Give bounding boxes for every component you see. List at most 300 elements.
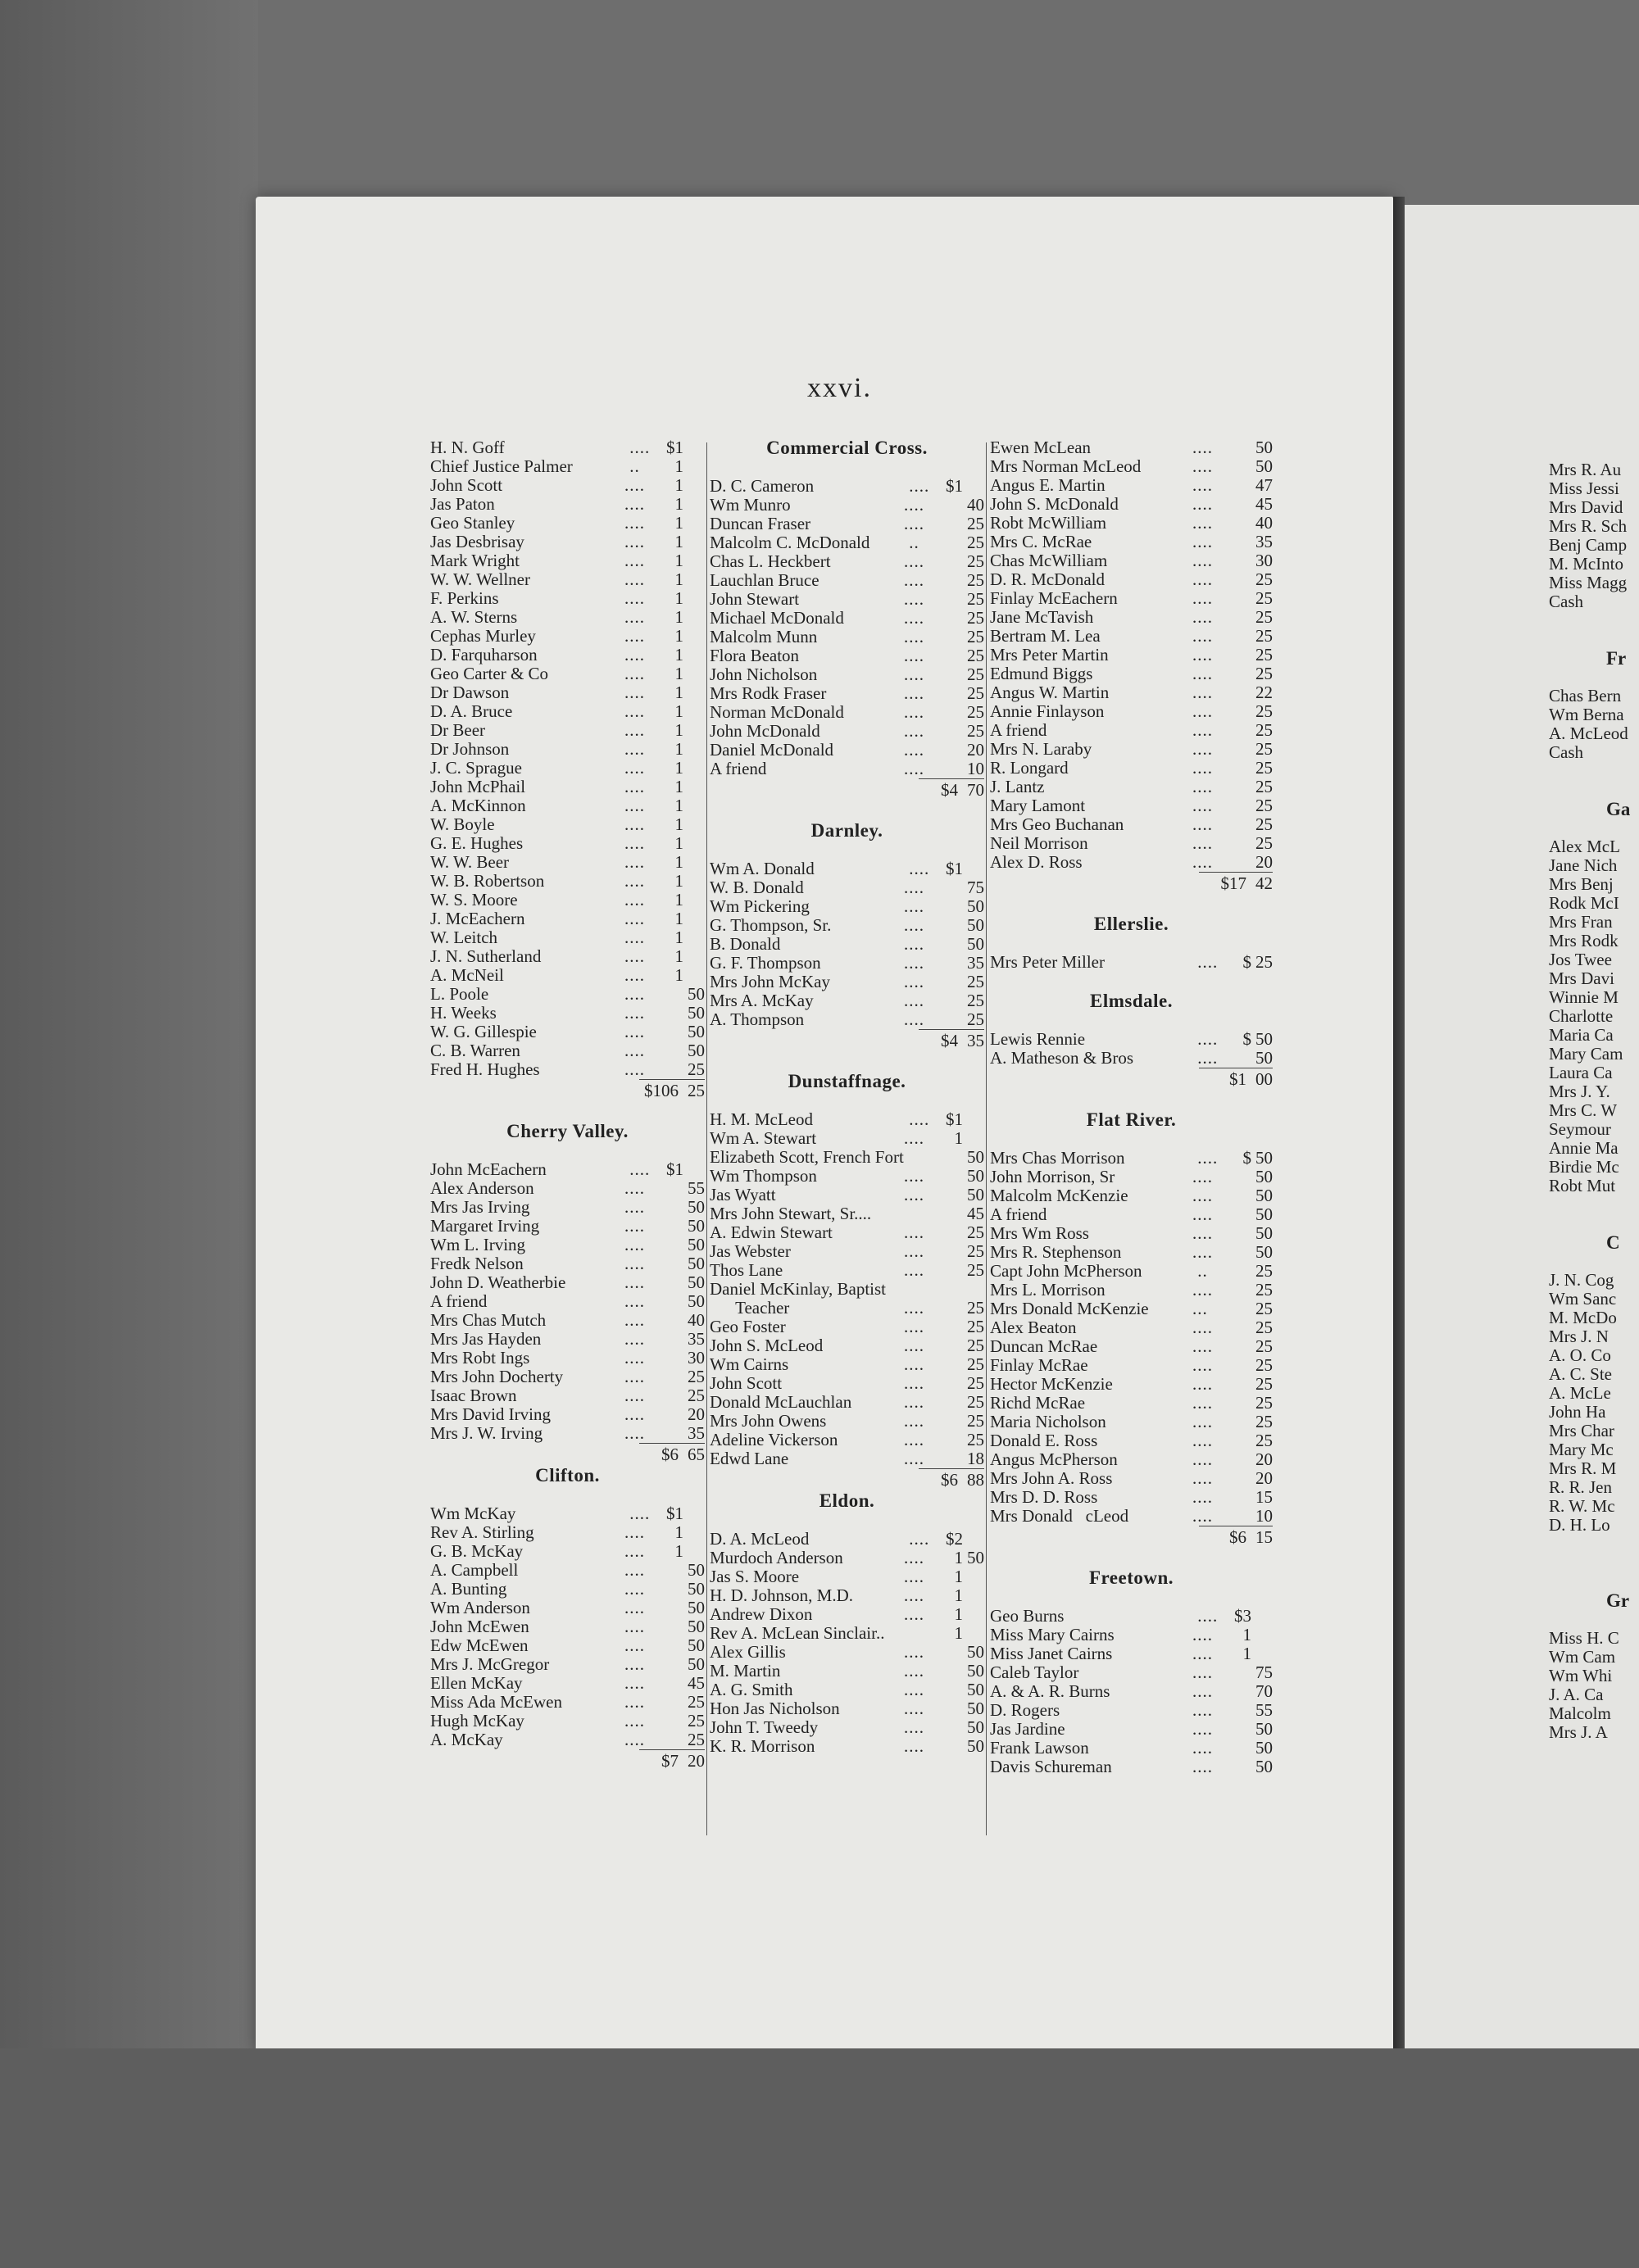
spacer	[1549, 819, 1639, 837]
leader-dots: ....	[624, 588, 645, 608]
amount-cents: 70	[1255, 1681, 1273, 1701]
subscriber-row	[990, 778, 1273, 796]
leader-dots: ....	[624, 1635, 645, 1655]
leader-dots: ....	[904, 570, 924, 590]
leader-dots: ....	[624, 871, 645, 891]
subscriber-name: Geo Stanley	[430, 514, 515, 533]
amount-cents: 50	[1255, 1738, 1273, 1758]
subscriber-name: John Scott	[430, 476, 503, 495]
amount-cents: 25	[967, 1373, 984, 1393]
spacer	[990, 1129, 1273, 1149]
leader-dots: ....	[904, 1699, 924, 1718]
total-cents: 20	[688, 1751, 705, 1771]
subscriber-row	[990, 1030, 1273, 1049]
leader-dots: ....	[904, 721, 924, 741]
leader-dots: ....	[1192, 626, 1213, 646]
amount-cents: 20	[1255, 1449, 1273, 1469]
subscriber-row	[430, 514, 705, 533]
subscriber-row	[990, 1507, 1273, 1526]
subscriber-row	[710, 1699, 984, 1718]
leader-dots: ....	[1192, 551, 1213, 570]
section-heading: Ellerslie.	[1093, 914, 1169, 934]
amount-dollars: 1	[674, 588, 683, 608]
subscriber-name: Adeline Vickerson	[710, 1431, 838, 1449]
subscriber-row	[710, 760, 984, 778]
amount-dollars: 1	[674, 720, 683, 740]
amount-cents: 25	[967, 1336, 984, 1355]
subscriber-row	[710, 646, 984, 665]
facing-section-heading: C	[1606, 1232, 1620, 1253]
amount-cents: 50	[1255, 1048, 1273, 1068]
leader-dots: ....	[624, 1367, 645, 1386]
section-total	[1199, 872, 1273, 895]
subscriber-row	[710, 1605, 984, 1624]
leader-dots: ....	[1192, 852, 1213, 872]
subscriber-row	[990, 815, 1273, 834]
subscriber-name: Frank Lawson	[990, 1739, 1089, 1758]
subscriber-row	[710, 1681, 984, 1699]
subscriber-name: Duncan McRae	[990, 1337, 1098, 1356]
subscriber-row	[990, 476, 1273, 495]
subscriber-name: Mrs Chas Morrison	[990, 1149, 1125, 1168]
leader-dots: ....	[1192, 438, 1213, 457]
amount-cents: 50	[1255, 438, 1273, 457]
facing-subscriber-name: R. R. Jen	[1549, 1477, 1613, 1497]
leader-dots: ....	[904, 1298, 924, 1318]
leader-dots: ....	[904, 953, 924, 973]
subscriber-name: Geo Carter & Co	[430, 665, 549, 683]
amount-dollars: 1	[674, 928, 683, 947]
subscriber-name: Finlay McRae	[990, 1356, 1088, 1375]
amount-dollars: 1	[954, 1128, 963, 1148]
amount-cents: 25	[1255, 952, 1273, 972]
total-cents: 15	[1255, 1527, 1273, 1547]
spacer	[1549, 762, 1639, 781]
facing-subscriber-name: Birdie Mc	[1549, 1157, 1619, 1177]
amount-cents: 25	[1255, 1374, 1273, 1394]
subscriber-name: John Morrison, Sr	[990, 1168, 1115, 1186]
subscriber-name: H. N. Goff	[430, 438, 505, 457]
subscriber-row	[990, 1356, 1273, 1375]
amount-cents: 50	[688, 1579, 705, 1599]
subscriber-name: D. Rogers	[990, 1701, 1060, 1720]
subscriber-row	[990, 608, 1273, 627]
amount-cents: 50	[1255, 1029, 1273, 1049]
subscriber-row	[990, 1149, 1273, 1168]
facing-subscriber-name: Robt Mut	[1549, 1176, 1616, 1195]
subscriber-row	[430, 1730, 705, 1749]
subscriber-row	[990, 1644, 1273, 1663]
subscriber-row	[430, 702, 705, 721]
subscriber-name: Angus E. Martin	[990, 476, 1106, 495]
subscriber-name: John Scott	[710, 1374, 783, 1393]
leader-dots: ....	[624, 1291, 645, 1311]
leader-dots: ....	[1192, 777, 1213, 796]
subscriber-row	[430, 796, 705, 815]
subscriber-row	[710, 1148, 984, 1167]
subscriber-name: D. Farquharson	[430, 646, 538, 665]
amount-cents: 25	[1255, 569, 1273, 589]
subscriber-name: Dr Dawson	[430, 683, 510, 702]
subscriber-row	[710, 1167, 984, 1186]
amount-cents: 25	[967, 683, 984, 703]
spacer	[430, 1141, 705, 1160]
subscriber-row	[990, 570, 1273, 589]
amount-cents: 25	[967, 1298, 984, 1318]
subscriber-row	[990, 1262, 1273, 1281]
leader-dots: ....	[624, 1272, 645, 1292]
facing-subscriber-name: A. McLe	[1549, 1383, 1611, 1403]
amount-cents: 25	[1255, 720, 1273, 740]
leader-dots: ....	[904, 1585, 924, 1605]
facing-subscriber-name: Mary Cam	[1549, 1044, 1623, 1064]
leader-dots: ....	[624, 1254, 645, 1273]
column-rule	[986, 442, 987, 1835]
subscriber-row	[430, 1330, 705, 1349]
subscriber-row	[990, 665, 1273, 683]
subscriber-row	[710, 1299, 984, 1318]
subscriber-row	[710, 1010, 984, 1029]
facing-subscriber-name: Miss Magg	[1549, 573, 1628, 592]
amount-cents: 50	[688, 1235, 705, 1254]
amount-dollars: $2	[946, 1529, 963, 1549]
leader-dots: ....	[624, 720, 645, 740]
amount-dollars: 1	[954, 1623, 963, 1643]
subscriber-row	[990, 1701, 1273, 1720]
subscriber-row	[710, 991, 984, 1010]
subscriber-row	[710, 1662, 984, 1681]
section-total	[639, 1749, 705, 1772]
amount-dollars: $	[1242, 1029, 1251, 1049]
amount-dollars: 1	[1242, 1625, 1251, 1644]
leader-dots: ....	[1192, 814, 1213, 834]
subscriber-row	[710, 722, 984, 741]
amount-cents: 40	[967, 495, 984, 515]
leader-dots: ....	[624, 1159, 651, 1179]
subscriber-row	[430, 909, 705, 928]
spacer	[990, 1549, 1273, 1568]
leader-dots: ....	[624, 569, 645, 589]
amount-cents: 25	[688, 1711, 705, 1730]
subscriber-row	[710, 1530, 984, 1549]
subscriber-name: Norman McDonald	[710, 703, 844, 722]
leader-dots: ....	[904, 1411, 924, 1431]
amount-dollars: 1	[674, 513, 683, 533]
spacer	[1549, 1535, 1639, 1554]
subscriber-row	[710, 665, 984, 684]
amount-cents: 25	[1255, 1336, 1273, 1356]
amount-cents: 50	[1255, 1242, 1273, 1262]
subscriber-row	[710, 1624, 984, 1643]
subscriber-name: Geo Foster	[710, 1318, 786, 1336]
facing-subscriber-name: Annie Ma	[1549, 1138, 1619, 1158]
amount-dollars: $1	[666, 1504, 683, 1523]
leader-dots: ....	[904, 1642, 924, 1662]
subscriber-name: Malcolm C. McDonald	[710, 533, 870, 552]
amount-cents: 25	[688, 1730, 705, 1749]
amount-cents: 50	[688, 1254, 705, 1273]
subscriber-name: John McPhail	[430, 778, 526, 796]
leader-dots: ....	[624, 1022, 645, 1041]
facing-subscriber-name: Rodk McI	[1549, 893, 1619, 913]
subscriber-row	[710, 1318, 984, 1336]
amount-cents: 10	[967, 759, 984, 778]
leader-dots: ....	[904, 859, 930, 878]
amount-cents: 25	[1255, 1431, 1273, 1450]
spacer	[710, 1510, 984, 1530]
leader-dots: ....	[1192, 683, 1213, 702]
subscriber-row	[710, 1261, 984, 1280]
subscriber-row	[430, 1292, 705, 1311]
leader-dots: ....	[1192, 1606, 1219, 1626]
section-heading: Cherry Valley.	[506, 1121, 629, 1141]
subscriber-name: W. B. Robertson	[430, 872, 545, 891]
section-heading: Freetown.	[1088, 1567, 1174, 1588]
subscriber-name: Edw McEwen	[430, 1636, 529, 1655]
subscriber-name: Mrs Norman McLeod	[990, 457, 1142, 476]
amount-cents: 25	[967, 991, 984, 1010]
amount-cents: 35	[1255, 532, 1273, 551]
facing-subscriber-name: Laura Ca	[1549, 1063, 1613, 1082]
facing-subscriber-name: Cash	[1549, 592, 1583, 611]
subscriber-row	[990, 721, 1273, 740]
leader-dots: ....	[1192, 1757, 1213, 1776]
subscriber-name: Jas Desbrisay	[430, 533, 524, 551]
subscriber-name: Rev A. Stirling	[430, 1523, 534, 1542]
spacer	[710, 1091, 984, 1110]
amount-dollars: 1	[674, 796, 683, 815]
facing-subscriber-name: Mrs Char	[1549, 1421, 1614, 1440]
subscriber-row	[990, 1607, 1273, 1626]
subscriber-row	[430, 1060, 705, 1079]
facing-subscriber-name: Jane Nich	[1549, 855, 1618, 875]
subscriber-name: A. Matheson & Bros	[990, 1049, 1133, 1068]
subscriber-name: Jas S. Moore	[710, 1567, 800, 1586]
leader-dots: ....	[904, 476, 930, 496]
subscriber-row	[430, 1160, 705, 1179]
leader-dots: ....	[624, 1711, 645, 1730]
amount-cents: 40	[688, 1310, 705, 1330]
subscriber-name: Chief Justice Palmer	[430, 457, 573, 476]
subscriber-name: Elizabeth Scott, French Fort	[710, 1148, 904, 1167]
subscriber-name: Mrs John Stewart, Sr....	[710, 1204, 872, 1223]
facing-subscriber-name: Mrs R. Sch	[1549, 516, 1628, 536]
subscriber-row	[710, 860, 984, 878]
amount-cents: 50	[688, 1003, 705, 1023]
subscriber-name: Dr Beer	[430, 721, 486, 740]
amount-cents: 20	[967, 740, 984, 760]
subscriber-name: Angus W. Martin	[990, 683, 1110, 702]
subscriber-name: H. D. Johnson, M.D.	[710, 1586, 854, 1605]
leader-dots: ....	[904, 934, 924, 954]
subscriber-name: K. R. Morrison	[710, 1737, 815, 1756]
subscriber-row	[990, 1720, 1273, 1739]
total-dollars: $4	[941, 780, 958, 800]
subscriber-name: Alex Gillis	[710, 1643, 786, 1662]
facing-subscriber-name: Miss H. C	[1549, 1628, 1619, 1648]
facing-subscriber-name: Mrs Davi	[1549, 968, 1614, 988]
leader-dots: ....	[1192, 1204, 1213, 1224]
facing-subscriber-name: Miss Jessi	[1549, 479, 1619, 498]
subscriber-row	[990, 1758, 1273, 1776]
leader-dots: ....	[1192, 1148, 1219, 1168]
subscriber-name: A. McKinnon	[430, 796, 526, 815]
subscriber-row	[990, 740, 1273, 759]
subscriber-name: W. Boyle	[430, 815, 495, 834]
spacer	[430, 1485, 705, 1504]
subscriber-name: Wm A. Donald	[710, 860, 815, 878]
subscriber-row	[430, 1655, 705, 1674]
subscriber-name: Mrs D. D. Ross	[990, 1488, 1098, 1507]
leader-dots: ....	[904, 896, 924, 916]
column-1	[430, 438, 705, 1772]
amount-cents: 50	[1255, 1719, 1273, 1739]
subscriber-name: Lauchlan Bruce	[710, 571, 820, 590]
amount-cents: 25	[1255, 814, 1273, 834]
section-total	[1199, 1526, 1273, 1549]
subscriber-name: Hector McKenzie	[990, 1375, 1113, 1394]
subscriber-name: Jas Paton	[430, 495, 495, 514]
amount-dollars: $3	[1234, 1606, 1251, 1626]
subscriber-row	[430, 1386, 705, 1405]
leader-dots: ....	[624, 1617, 645, 1636]
amount-cents: 50	[1255, 1204, 1273, 1224]
amount-cents: 25	[1255, 701, 1273, 721]
leader-dots: ....	[904, 1680, 924, 1699]
subscriber-name: Jas Jardine	[990, 1720, 1065, 1739]
leader-dots: ....	[1192, 1662, 1213, 1682]
subscriber-row	[430, 815, 705, 834]
amount-cents: 50	[1255, 456, 1273, 476]
amount-cents: 50	[688, 1022, 705, 1041]
amount-dollars: 1	[674, 664, 683, 683]
subscriber-row	[990, 702, 1273, 721]
leader-dots: ....	[1192, 1167, 1213, 1186]
leader-dots: ....	[624, 475, 645, 495]
amount-cents: 25	[967, 1241, 984, 1261]
subscriber-name: Edmund Biggs	[990, 665, 1093, 683]
subscriber-name: Robt McWilliam	[990, 514, 1107, 533]
subscriber-row	[430, 1273, 705, 1292]
subscriber-name: Capt John McPherson	[990, 1262, 1142, 1281]
section-total	[639, 1079, 705, 1102]
subscriber-row	[430, 1617, 705, 1636]
amount-cents: 50	[688, 1635, 705, 1655]
subscriber-row	[430, 1424, 705, 1443]
subscriber-name: Rev A. McLean Sinclair..	[710, 1624, 885, 1643]
facing-subscriber-name: M. McInto	[1549, 554, 1623, 574]
amount-dollars: 1	[674, 532, 683, 551]
amount-dollars: $	[1242, 952, 1251, 972]
subscriber-row	[990, 495, 1273, 514]
subscriber-name: Duncan Fraser	[710, 515, 811, 533]
subscriber-row	[430, 778, 705, 796]
subscriber-row	[990, 1413, 1273, 1431]
subscriber-name: Mrs Donald cLeod	[990, 1507, 1129, 1526]
spacer	[1549, 668, 1639, 687]
subscriber-name: John Stewart	[710, 590, 800, 609]
subscriber-row	[710, 1223, 984, 1242]
facing-subscriber-name: J. N. Cog	[1549, 1270, 1614, 1290]
subscriber-row	[430, 1311, 705, 1330]
facing-subscriber-name: Winnie M	[1549, 987, 1619, 1007]
subscriber-name: A. & A. R. Burns	[990, 1682, 1110, 1701]
subscriber-name: Neil Morrison	[990, 834, 1088, 853]
subscriber-name: Mrs Peter Martin	[990, 646, 1109, 665]
leader-dots: ....	[1192, 475, 1213, 495]
facing-subscriber-name: A. O. Co	[1549, 1345, 1611, 1365]
amount-dollars: 1	[674, 965, 683, 985]
subscriber-row	[430, 985, 705, 1004]
amount-cents: 25	[967, 721, 984, 741]
subscriber-name: W. W. Beer	[430, 853, 510, 872]
subscriber-name: Murdoch Anderson	[710, 1549, 843, 1567]
subscriber-row	[430, 533, 705, 551]
facing-subscriber-name: Cash	[1549, 742, 1583, 762]
facing-subscriber-name: Mrs R. Au	[1549, 460, 1622, 479]
subscriber-name: Thos Lane	[710, 1261, 783, 1280]
subscriber-row	[990, 759, 1273, 778]
leader-dots: ....	[624, 890, 645, 909]
amount-dollars: $1	[666, 438, 683, 457]
subscriber-name: A. G. Smith	[710, 1681, 793, 1699]
subscriber-name: Mrs L. Morrison	[990, 1281, 1106, 1300]
subscriber-row	[990, 1243, 1273, 1262]
amount-cents: 50	[688, 1291, 705, 1311]
leader-dots: ....	[624, 1423, 645, 1443]
leader-dots: ....	[904, 1567, 924, 1586]
subscriber-name: D. A. McLeod	[710, 1530, 810, 1549]
subscriber-name: Wm Anderson	[430, 1599, 530, 1617]
subscriber-row	[430, 683, 705, 702]
leader-dots: ....	[624, 1310, 645, 1330]
subscriber-name: Hon Jas Nicholson	[710, 1699, 840, 1718]
subscriber-row	[710, 916, 984, 935]
leader-dots: ....	[1192, 1681, 1213, 1701]
subscriber-row	[710, 935, 984, 954]
spacer	[1549, 1214, 1639, 1233]
subscriber-row	[990, 589, 1273, 608]
amount-cents: 25	[967, 1354, 984, 1374]
leader-dots: ....	[904, 1717, 924, 1737]
leader-dots: ....	[904, 1604, 924, 1624]
section-total	[919, 1468, 984, 1491]
background-left	[0, 0, 258, 2268]
amount-cents: 25	[1255, 739, 1273, 759]
leader-dots: ....	[1192, 1468, 1213, 1488]
facing-subscriber-name: Mrs J. A	[1549, 1722, 1608, 1742]
subscriber-row	[710, 1355, 984, 1374]
facing-subscriber-name: Wm Sanc	[1549, 1289, 1617, 1309]
leader-dots: ....	[904, 646, 924, 665]
total-cents: 35	[967, 1031, 984, 1050]
amount-dollars: 1	[674, 890, 683, 909]
amount-cents: 50	[967, 1147, 984, 1167]
amount-cents: 35	[688, 1329, 705, 1349]
leader-dots: ....	[624, 1216, 645, 1236]
leader-dots: ....	[1192, 758, 1213, 778]
total-dollars: $4	[941, 1031, 958, 1050]
amount-cents: 25	[967, 646, 984, 665]
amount-cents: 50	[1255, 1167, 1273, 1186]
subscriber-row	[710, 684, 984, 703]
subscriber-name: Miss Ada McEwen	[430, 1693, 562, 1712]
total-cents: 70	[967, 780, 984, 800]
leader-dots: ....	[624, 701, 645, 721]
leader-dots: ....	[1192, 952, 1219, 972]
subscriber-name: G. F. Thompson	[710, 954, 821, 973]
leader-dots: ....	[624, 739, 645, 759]
